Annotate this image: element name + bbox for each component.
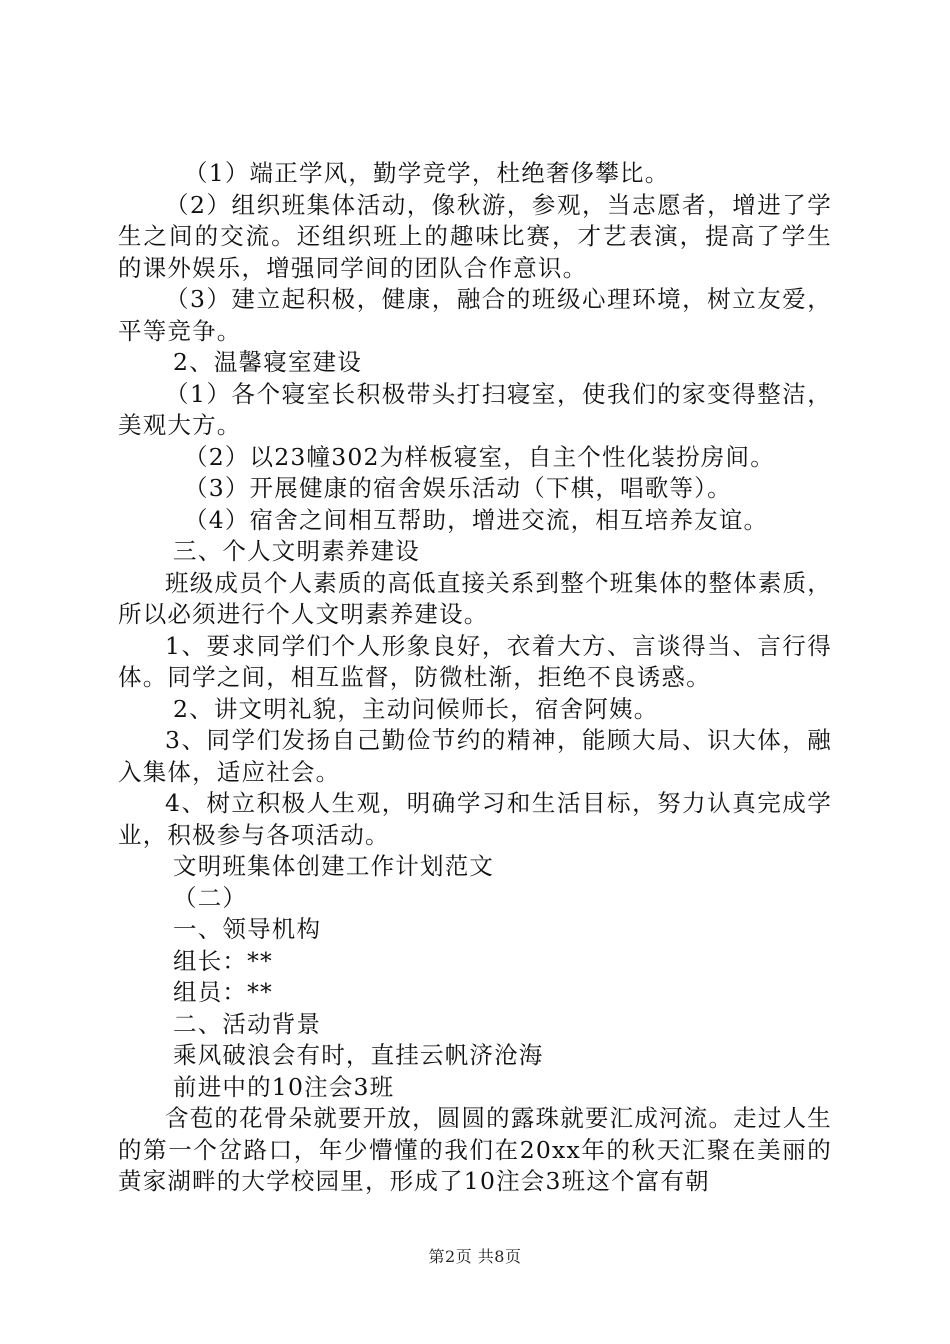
paragraph-p16: （二）: [173, 883, 248, 912]
paragraph-p10: 班级成员个人素质的高低直接关系到整个班集体的整体素质，所以必须进行个人文明素养建设。: [118, 568, 832, 628]
paragraph-p4: 2、温馨寝室建设: [173, 348, 363, 376]
paragraph-p22: 前进中的10注会3班: [173, 1072, 395, 1101]
paragraph-p18: 组长：**: [173, 946, 273, 975]
paragraph-p7: （3）开展健康的宿舍娱乐活动（下棋，唱歌等）。: [184, 474, 732, 502]
paragraph-p1: （1）端正学风，勤学竞学，杜绝奢侈攀比。: [184, 159, 670, 187]
paragraph-p2: （2）组织班集体活动，像秋游，参观，当志愿者，增进了学生之间的交流。还组织班上的趣味比赛，才艺表演，提高了学生的课外娱乐，增强同学间的团队合作意识。: [118, 190, 832, 282]
paragraph-p8: （4）宿舍之间相互帮助，增进交流，相互培养友谊。: [184, 505, 769, 534]
paragraph-p9: 三、个人文明素养建设: [173, 537, 420, 565]
paragraph-p14: 4、树立积极人生观，明确学习和生活目标，努力认真完成学业，积极参与各项活动。: [118, 789, 832, 849]
paragraph-p13: 3、同学们发扬自己勤俭节约的精神，能顾大局、识大体，融入集体，适应社会。: [118, 726, 832, 786]
paragraph-p6: （2）以23幢302为样板寝室，自主个性化装扮房间。: [184, 442, 775, 471]
page-footer: 第2页 共8页: [428, 1247, 522, 1266]
paragraph-p17: 一、领导机构: [173, 915, 322, 943]
paragraph-p3: （3）建立起积极，健康，融合的班级心理环境，树立友爱，平等竞争。: [118, 285, 832, 345]
paragraph-p20: 二、活动背景: [173, 1009, 322, 1038]
paragraph-p21: 乘风破浪会有时，直挂云帆济沧海: [173, 1041, 544, 1069]
paragraph-p5: （1）各个寝室长积极带头打扫寝室，使我们的家变得整洁，美观大方。: [118, 379, 832, 439]
paragraph-p23: 含苞的花骨朵就要开放，圆圆的露珠就要汇成河流。走过人生的第一个岔路口，年少懵懂的我们在20xx年的秋天汇聚在美丽的黄家湖畔的大学校园里，形成了10注会3班这个富有朝: [118, 1104, 832, 1195]
document-body: [118, 158, 832, 1198]
paragraph-p19: 组员：**: [173, 978, 273, 1006]
paragraph-p12: 2、讲文明礼貌，主动问候师长，宿舍阿姨。: [173, 694, 659, 723]
paragraph-p11: 1、要求同学们个人形象良好，衣着大方、言谈得当、言行得体。同学之间，相互监督，防微杜渐，拒绝不良诱惑。: [118, 631, 832, 691]
paragraph-p15: 文明班集体创建工作计划范文: [173, 852, 495, 880]
